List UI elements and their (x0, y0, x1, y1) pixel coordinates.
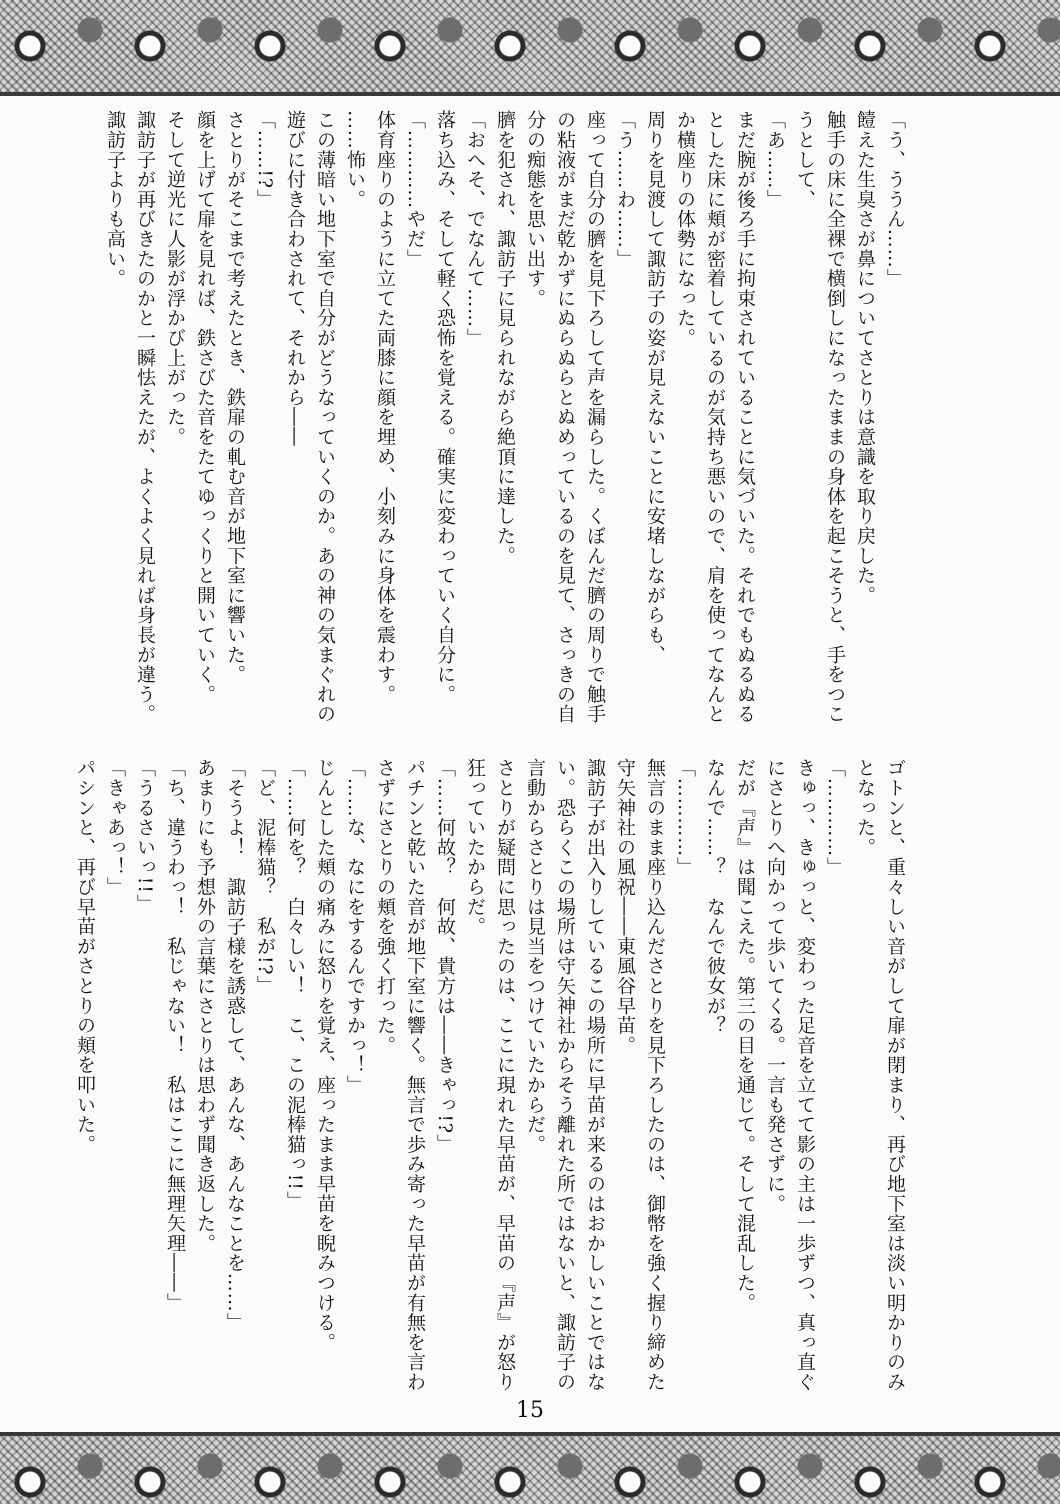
text-line: まだ腕が後ろ手に拘束されていることに気づいた。それでもぬるぬるとした床に頬が密着しているのが気持ち悪いので、肩を使ってなんとか横座りの体勢になった。 (674, 110, 756, 724)
page-number: 15 (516, 1398, 544, 1423)
text-line: 顔を上げて扉を見れば、鉄さびた音をたてゆっくりと開いていく。 (194, 110, 216, 704)
bottom-text-block (74, 758, 910, 1398)
text-line: じんとした頬の痛みに怒りを覚え、座ったまま早苗を睨みつける。 (314, 758, 336, 1352)
text-line: 「……何を？ 白々しい！ こ、この泥棒猫っ!!」 (284, 758, 306, 1211)
text-line: だが『声』は聞こえた。第三の目を通じて。そして混乱した。 (734, 758, 756, 1313)
text-line: きゅっ、きゅっと、変わった足音を立てて影の主は一歩ずつ、真っ直ぐにさとりへ向かって歩いてくる。一言も発さずに。 (764, 758, 816, 1392)
text-line: 「うるさいっ!!」 (134, 758, 156, 914)
text-line: 「う、ううん……」 (884, 110, 906, 289)
text-line: 「…………」 (674, 758, 696, 877)
text-line: パシンと、再び早苗がさとりの頬を叩いた。 (74, 758, 96, 1154)
top-text-block (104, 110, 910, 730)
text-line: 座って自分の臍を見下ろして声を漏らした。くぼんだ臍の周りで触手の粘液がまだ乾かずにぬらぬらとぬめっているのを見て、さっきの自分の痴態を思い出す。 (524, 110, 606, 724)
top-lace-border (0, 0, 1060, 96)
text-line: 「…………やだ」 (404, 110, 426, 269)
text-line: 臍を犯され、諏訪子に見られながら絶頂に達した。 (494, 110, 516, 566)
text-line: 落ち込み、そして軽く恐怖を覚える。確実に変わっていく自分に。 (434, 110, 456, 704)
text-line: 「う……わ……」 (614, 110, 636, 269)
text-line: そして逆光に人影が浮かび上がった。 (164, 110, 186, 447)
text-line: ……怖い。 (344, 110, 366, 209)
text-line: 体育座りのように立てた両膝に顔を埋め、小刻みに身体を震わす。 (374, 110, 396, 704)
bottom-lace-border (0, 1432, 1060, 1504)
text-line: 無言のまま座り込んださとりを見下ろしたのは、御幣を強く握り締めた守矢神社の風祝――東風谷早苗。 (614, 758, 666, 1392)
text-line: 「…………」 (824, 758, 846, 877)
text-line: 「そうよ！ 諏訪子様を誘惑して、あんな、あんなことを……」 (224, 758, 246, 1333)
text-line: 「……!?」 (254, 110, 276, 209)
text-line: 周りを見渡して諏訪子の姿が見えないことに安堵しながらも、 (644, 110, 666, 665)
text-line: 「……何故？ 何故、貴方は――きゃっ!?」 (434, 758, 456, 1154)
text-line: パチンと乾いた音が地下室に響く。無言で歩み寄った早苗が有無を言わさずにさとりの頬を強く打った。 (374, 758, 426, 1392)
text-line: 「きゃあっ！」 (104, 758, 126, 897)
text-line: 饐えた生臭さが鼻についてさとりは意識を取り戻した。 (854, 110, 876, 605)
text-line: さとりが疑問に思ったのは、ここに現れた早苗が、早苗の『声』が怒り狂っていたからだ。 (464, 758, 516, 1392)
text-line: 「……な、なにをするんですかっ！」 (344, 758, 366, 1095)
text-line: この薄暗い地下室で自分がどうなっていくのか。あの神の気まぐれの遊びに付き合わされて、それから―― (284, 110, 336, 724)
text-line: 触手の床に全裸で横倒しになったままの身体を起こそうと、手をつこうとして、 (794, 110, 846, 724)
text-line: 「ど、泥棒猫？ 私が!?」 (254, 758, 276, 996)
text-line: なんで……？ なんで彼女が？ (704, 758, 726, 1036)
text-line: 「ち、違うわっ！ 私じゃない！ 私はここに無理矢理――」 (164, 758, 186, 1313)
text-line: あまりにも予想外の言葉にさとりは思わず聞き返した。 (194, 758, 216, 1253)
text-line: さとりがそこまで考えたとき、鉄扉の軋む音が地下室に響いた。 (224, 110, 246, 685)
text-line: 「おへそ、でなんて……」 (464, 110, 486, 348)
text-line: 諏訪子が再びきたのかと一瞬怯えたが、よくよく見れば身長が違う。諏訪子よりも高い。 (104, 110, 156, 724)
text-line: 「あ……」 (764, 110, 786, 209)
text-line: ゴトンと、重々しい音がして扉が閉まり、再び地下室は淡い明かりのみとなった。 (854, 758, 906, 1392)
text-line: 諏訪子が出入りしているこの場所に早苗が来るのはおかしいことではない。恐らくこの場所は守矢神社からそう離れた所ではないと、諏訪子の言動からさとりは見当をつけていたからだ。 (524, 758, 606, 1392)
